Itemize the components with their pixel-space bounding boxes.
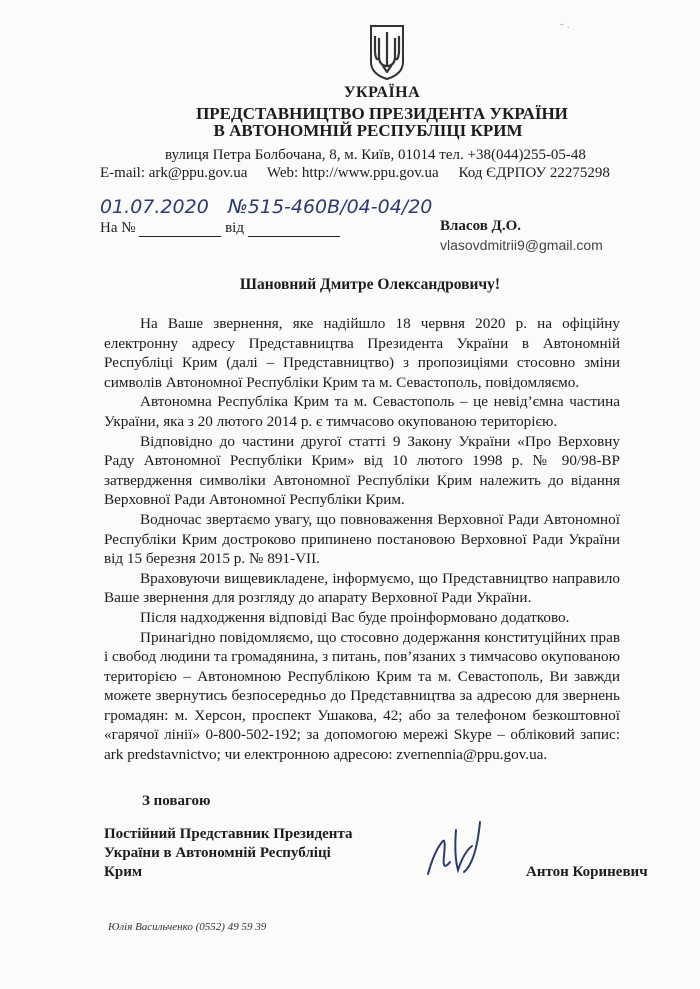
recipient-email: vlasovdmitrii9@gmail.com [440,237,603,253]
executor-info: Юлія Васильченко (0552) 49 59 39 [108,921,267,933]
handwritten-reg-number: №515-460В/04-04/20 [228,196,433,218]
handwritten-signature [420,812,510,882]
reference-line [100,220,340,237]
body-paragraph: На Ваше звернення, яке надійшло 18 червня 2020 р. на офіційну електронну адресу Представництва Президента України в Автономній Республіці Крим (далі – Представництво) з пропозиціями стосовно зміни символів Автономної Республіки Крим та м. Севастополь, повідомляємо. [104,315,620,391]
corner-scribble: ˜ · [560,22,571,34]
position-line: Крим [104,864,143,880]
header-contacts [100,165,610,182]
header-org-line1: ПРЕДСТАВНИЦТВО ПРЕЗИДЕНТА УКРАЇНИ [196,104,568,123]
body-paragraph: Після надходження відповіді Вас буде проінформовано додатково. [140,608,570,626]
header-address: вулиця Петра Болбочана, 8, м. Київ, 01014 тел. +38(044)255-05-48 [165,147,586,163]
position-line: України в Автономній Республіці [104,845,331,861]
signer-name: Антон Кориневич [526,864,648,880]
reference-number-blank [139,222,221,237]
header-org-line2: В АВТОНОМНІЙ РЕСПУБЛІЦІ КРИМ [213,121,523,140]
body-paragraph: Принагідно повідомляємо, що стосовно додержання конституційних прав і свобод людини та громадянина, з питань, пов’язаних з тимчасово окупованою територією – Автономною Республікою Крим та м. Севастополь, Ви завжди можете звернутись безпосередньо до Представництва за адресою для звернень громадян: м. Херсон, проспект Ушакова, 42; або за телефоном безкоштовної «гарячої лінії» 0-800-502-192; за допомогою мережі Skype – обліковий запис: ark predstavnictvo; чи електронною адресою: zvernennia@ppu.gov.ua. [104,628,620,764]
vid-label: від [225,220,244,236]
body-paragraph: Автономна Республіка Крим та м. Севастополь – це невід’ємна частина України, яка з 20 лютого 2014 р. є тимчасово окупованою територією. [104,393,620,430]
body-paragraph: Відповідно до частини другої статті 9 Закону України «Про Верховну Раду Автономної Республіки Крим» від 10 лютого 1998 р. № 90/98-ВР затвердження символіки Автономної Республіки Крим належить до відання Верховної Ради Автономної Республіки Крим. [104,432,620,509]
header-email: E-mail: ark@ppu.gov.ua [100,165,248,181]
letter-body [104,314,620,765]
body-paragraph: Враховуючи вищевикладене, інформуємо, що Представництво направило Ваше звернення для розгляду до апарату Верховної Ради України. [104,569,620,607]
signatory-position [104,825,353,882]
body-paragraph: Водночас звертаємо увагу, що повноваження Верховної Ради Автономної Республіки Крим достроково припинено постановою Верховної Ради України від 15 березня 2015 р. № 891-VII. [104,510,620,568]
position-line: Постійний Представник Президента [104,826,353,842]
reference-date-blank [248,222,340,237]
na-no-label: На № [100,220,136,236]
header-code: Код ЄДРПОУ 22275298 [458,165,610,181]
header-web: Web: http://www.ppu.gov.ua [266,165,439,181]
recipient-name: Власов Д.О. [440,218,522,234]
header-country: УКРАЇНА [343,84,421,101]
salutation: Шановний Дмитре Олександровичу! [239,276,501,293]
handwritten-date: 01.07.2020 [100,196,209,218]
trident-emblem-icon [368,22,406,82]
closing-regards: З повагою [142,793,211,809]
